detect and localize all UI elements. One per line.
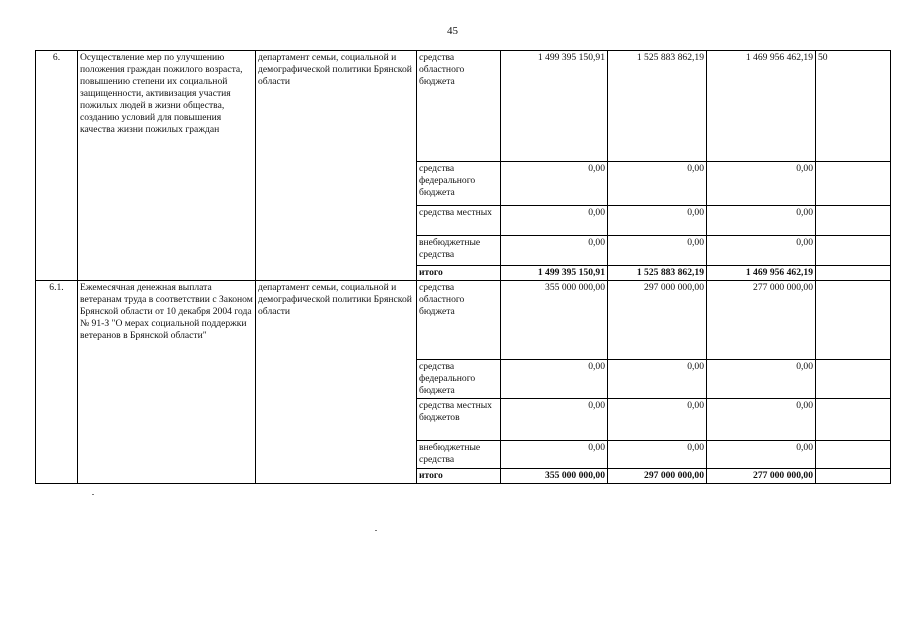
amount-year-3: 1 469 956 462,19 (707, 51, 816, 162)
row-executor: департамент семьи, социальной и демографической политики Брянской области (256, 281, 417, 484)
amount-year-1: 0,00 (501, 236, 608, 266)
extra-value (816, 162, 891, 206)
amount-year-2: 0,00 (608, 441, 707, 469)
total-year-1: 355 000 000,00 (501, 469, 608, 484)
row-index: 6. (36, 51, 78, 281)
amount-year-2: 0,00 (608, 236, 707, 266)
row-executor: департамент семьи, социальной и демографической политики Брянской области (256, 51, 417, 281)
amount-year-3: 277 000 000,00 (707, 281, 816, 360)
amount-year-2: 0,00 (608, 162, 707, 206)
row-index: 6.1. (36, 281, 78, 484)
total-year-3: 1 469 956 462,19 (707, 266, 816, 281)
extra-value (816, 469, 891, 484)
extra-value (816, 399, 891, 441)
amount-year-1: 0,00 (501, 441, 608, 469)
amount-year-3: 0,00 (707, 360, 816, 399)
extra-value (816, 441, 891, 469)
total-year-2: 1 525 883 862,19 (608, 266, 707, 281)
table-row (36, 51, 891, 162)
amount-year-3: 0,00 (707, 162, 816, 206)
funding-source: средства областного бюджета (417, 281, 501, 360)
extra-value (816, 236, 891, 266)
funding-source: средства областного бюджета (417, 51, 501, 162)
amount-year-3: 0,00 (707, 206, 816, 236)
amount-year-2: 1 525 883 862,19 (608, 51, 707, 162)
amount-year-2: 0,00 (608, 399, 707, 441)
funding-source: внебюджетные средства (417, 236, 501, 266)
extra-value: 50 (816, 51, 891, 162)
row-description: Осуществление мер по улучшению положения граждан пожилого возраста, повышению степени их социальной защищенности, активизация участия пожилых людей в жизни общества, созданию условий для повышения качества жизни пожилых граждан (78, 51, 256, 281)
total-year-3: 277 000 000,00 (707, 469, 816, 484)
amount-year-2: 0,00 (608, 206, 707, 236)
funding-source: средства федерального бюджета (417, 162, 501, 206)
total-year-1: 1 499 395 150,91 (501, 266, 608, 281)
amount-year-3: 0,00 (707, 441, 816, 469)
total-year-2: 297 000 000,00 (608, 469, 707, 484)
amount-year-2: 297 000 000,00 (608, 281, 707, 360)
amount-year-1: 0,00 (501, 399, 608, 441)
amount-year-1: 1 499 395 150,91 (501, 51, 608, 162)
extra-value (816, 360, 891, 399)
scan-speck (92, 494, 94, 495)
funding-source-total: итого (417, 266, 501, 281)
funding-source: внебюджетные средства (417, 441, 501, 469)
extra-value (816, 206, 891, 236)
funding-source-total: итого (417, 469, 501, 484)
scan-speck (375, 530, 377, 531)
funding-source: средства местных (417, 206, 501, 236)
amount-year-2: 0,00 (608, 360, 707, 399)
funding-source: средства федерального бюджета (417, 360, 501, 399)
funding-source: средства местных бюджетов (417, 399, 501, 441)
extra-value (816, 266, 891, 281)
page-number: 45 (447, 25, 458, 37)
extra-value (816, 281, 891, 360)
amount-year-1: 0,00 (501, 206, 608, 236)
amount-year-3: 0,00 (707, 236, 816, 266)
budget-table (35, 50, 891, 484)
amount-year-1: 0,00 (501, 360, 608, 399)
table-row (36, 281, 891, 360)
amount-year-1: 0,00 (501, 162, 608, 206)
amount-year-3: 0,00 (707, 399, 816, 441)
row-description: Ежемесячная денежная выплата ветеранам труда в соответствии с Законом Брянской области от 10 декабря 2004 года № 91-З "О мерах социальной поддержки ветеранов в Брянской области" (78, 281, 256, 484)
amount-year-1: 355 000 000,00 (501, 281, 608, 360)
